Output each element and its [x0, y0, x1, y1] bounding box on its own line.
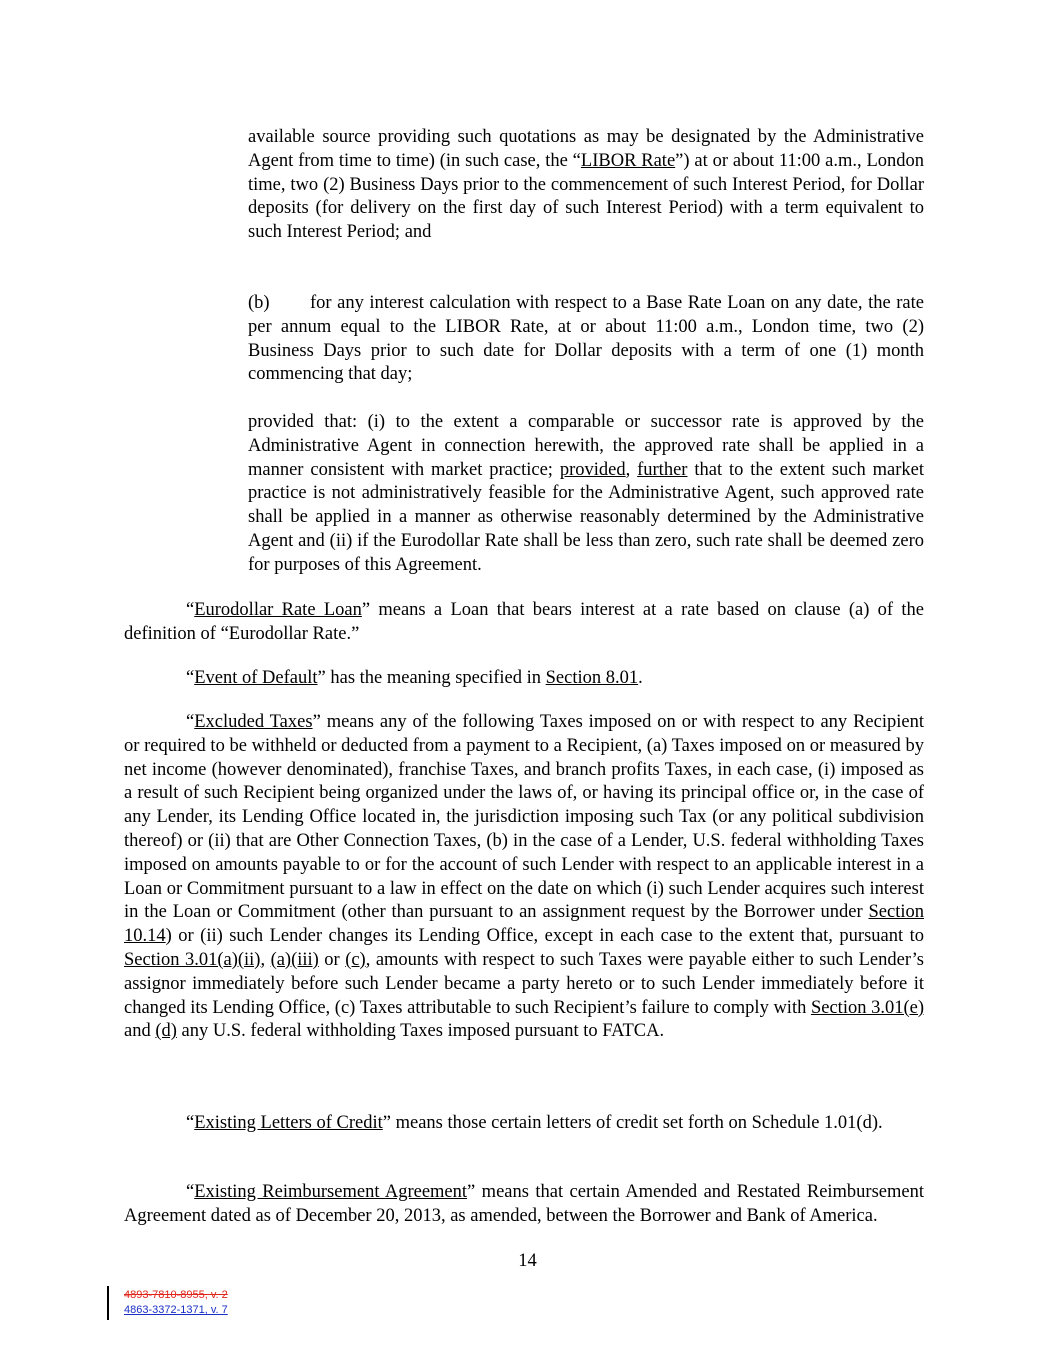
- definition-existing-letters-of-credit: [124, 1112, 924, 1136]
- quote-mark: “: [186, 600, 195, 620]
- quote-mark: “: [186, 1182, 195, 1202]
- para-text: ”) at or about 11:00 a.m., London time, two (2) Business Days prior to the commencement of such Interest Period, for Dollar deposits (for delivery on the first day of such Interest Period) with a term equivalent to such Interest Period; and: [248, 150, 925, 243]
- libor-clause-a-continuation: [248, 126, 924, 245]
- para-text: .: [638, 668, 643, 688]
- section-reference: Section 3.01(e): [810, 997, 924, 1018]
- para-text: , amounts with respect to such Taxes were payable either to such Lender’s assignor immediately before such Lender became a party hereto or to such Lender immediately before it changed its Lending Office, (c) Taxes attributable to such Recipient’s failure to comply with: [124, 949, 925, 1018]
- defined-term-existing-reimbursement-agreement: Existing Reimbursement Agreement: [194, 1182, 468, 1202]
- section-reference: Section 10.14: [124, 902, 924, 947]
- section-reference: Section 3.01(a)(ii): [124, 949, 261, 970]
- section-reference: (d): [155, 1021, 177, 1042]
- section-reference: Section 8.01: [545, 668, 639, 688]
- change-bar: [107, 1286, 109, 1320]
- para-text: ” means a Loan that bears interest at a rate based on clause (a) of the definition of “Eurodollar Rate.”: [124, 600, 924, 644]
- para-text: ,: [625, 459, 638, 480]
- deleted-doc-id: 4893-7810-8955, v. 2: [124, 1289, 228, 1301]
- clause-label: (b): [248, 293, 270, 313]
- defined-term-libor-rate: LIBOR Rate: [580, 150, 676, 171]
- para-text: any U.S. federal withholding Taxes imposed pursuant to FATCA.: [176, 1021, 665, 1042]
- para-text: or: [318, 949, 346, 970]
- para-text: available source providing such quotations as may be designated by the Administrative Agent from time to time) (in such case, the “: [248, 127, 924, 171]
- section-reference: (c): [345, 949, 366, 970]
- definition-existing-reimbursement-agreement: [124, 1181, 924, 1229]
- para-text: ,: [260, 949, 271, 970]
- para-text: and: [124, 1021, 156, 1042]
- page-number: 14: [518, 1251, 537, 1271]
- quote-mark: “: [186, 712, 195, 732]
- quote-mark: “: [186, 1113, 195, 1133]
- para-text: ” has the meaning specified in: [317, 668, 546, 688]
- para-text: ” means any of the following Taxes imposed on or with respect to any Recipient or required to be withheld or deducted from a payment to a Recipient, (a) Taxes imposed on or measured by net income (however denominated), franchise Taxes, and branch profits Taxes, in each case, (i) imposed as a result of such Recipient being organized under the laws of, or having its principal office or, in the case of any Lender, its Lending Office located in, the jurisdiction imposing such Tax (or any political subdivision thereof) or (ii) that are Other Connection Taxes, (b) in the case of a Lender, U.S. federal withholding Taxes imposed on amounts payable to or for the account of such Lender with respect to an applicable interest in a Loan or Commitment pursuant to a law in effect on the date on which (i) such Lender acquires such interest in the Loan or Commitment (other than pursuant to an assignment request by the Borrower under: [124, 712, 924, 923]
- para-text: ) or (ii) such Lender changes its Lending Office, except in each case to the extent that, pursuant to: [165, 926, 924, 947]
- defined-term-excluded-taxes: Excluded Taxes: [194, 712, 313, 732]
- para-text: ” means that certain Amended and Restated Reimbursement Agreement dated as of December 20, 2013, as amended, between the Borrower and Bank of America.: [124, 1182, 924, 1226]
- underlined-further: further: [637, 459, 688, 480]
- libor-clause-b: [248, 292, 924, 387]
- defined-term-existing-letters-of-credit: Existing Letters of Credit: [194, 1113, 383, 1133]
- para-text: that to the extent such market practice is not administratively feasible for the Administrative Agent, such approved rate shall be applied in a manner as otherwise reasonably determined by the Administrative Agent and (ii) if the Eurodollar Rate shall be less than zero, such rate shall be deemed zero for purposes of this Agreement.: [248, 459, 924, 575]
- para-text: provided that: (i) to the extent a comparable or successor rate is approved by the Administrative Agent in connection herewith, the approved rate shall be applied in a manner consistent with market practice;: [248, 412, 924, 480]
- para-text: ” means those certain letters of credit set forth on Schedule 1.01(d).: [382, 1113, 883, 1133]
- underlined-provided: provided: [559, 459, 626, 480]
- definition-excluded-taxes: [124, 711, 924, 1044]
- quote-mark: “: [186, 668, 195, 688]
- defined-term-eurodollar-rate-loan: Eurodollar Rate Loan: [194, 600, 362, 620]
- defined-term-event-of-default: Event of Default: [194, 668, 318, 688]
- section-reference: (a)(iii): [270, 949, 319, 970]
- proviso-paragraph: [248, 411, 924, 578]
- definition-event-of-default: [124, 667, 924, 691]
- para-text: for any interest calculation with respect to a Base Rate Loan on any date, the rate per annum equal to the LIBOR Rate, at or about 11:00 a.m., London time, two (2) Business Days prior to such date for Dollar deposits with a term of one (1) month commencing that day;: [248, 293, 924, 385]
- inserted-doc-id: 4863-3372-1371, v. 7: [124, 1304, 228, 1316]
- definition-eurodollar-rate-loan: [124, 599, 924, 647]
